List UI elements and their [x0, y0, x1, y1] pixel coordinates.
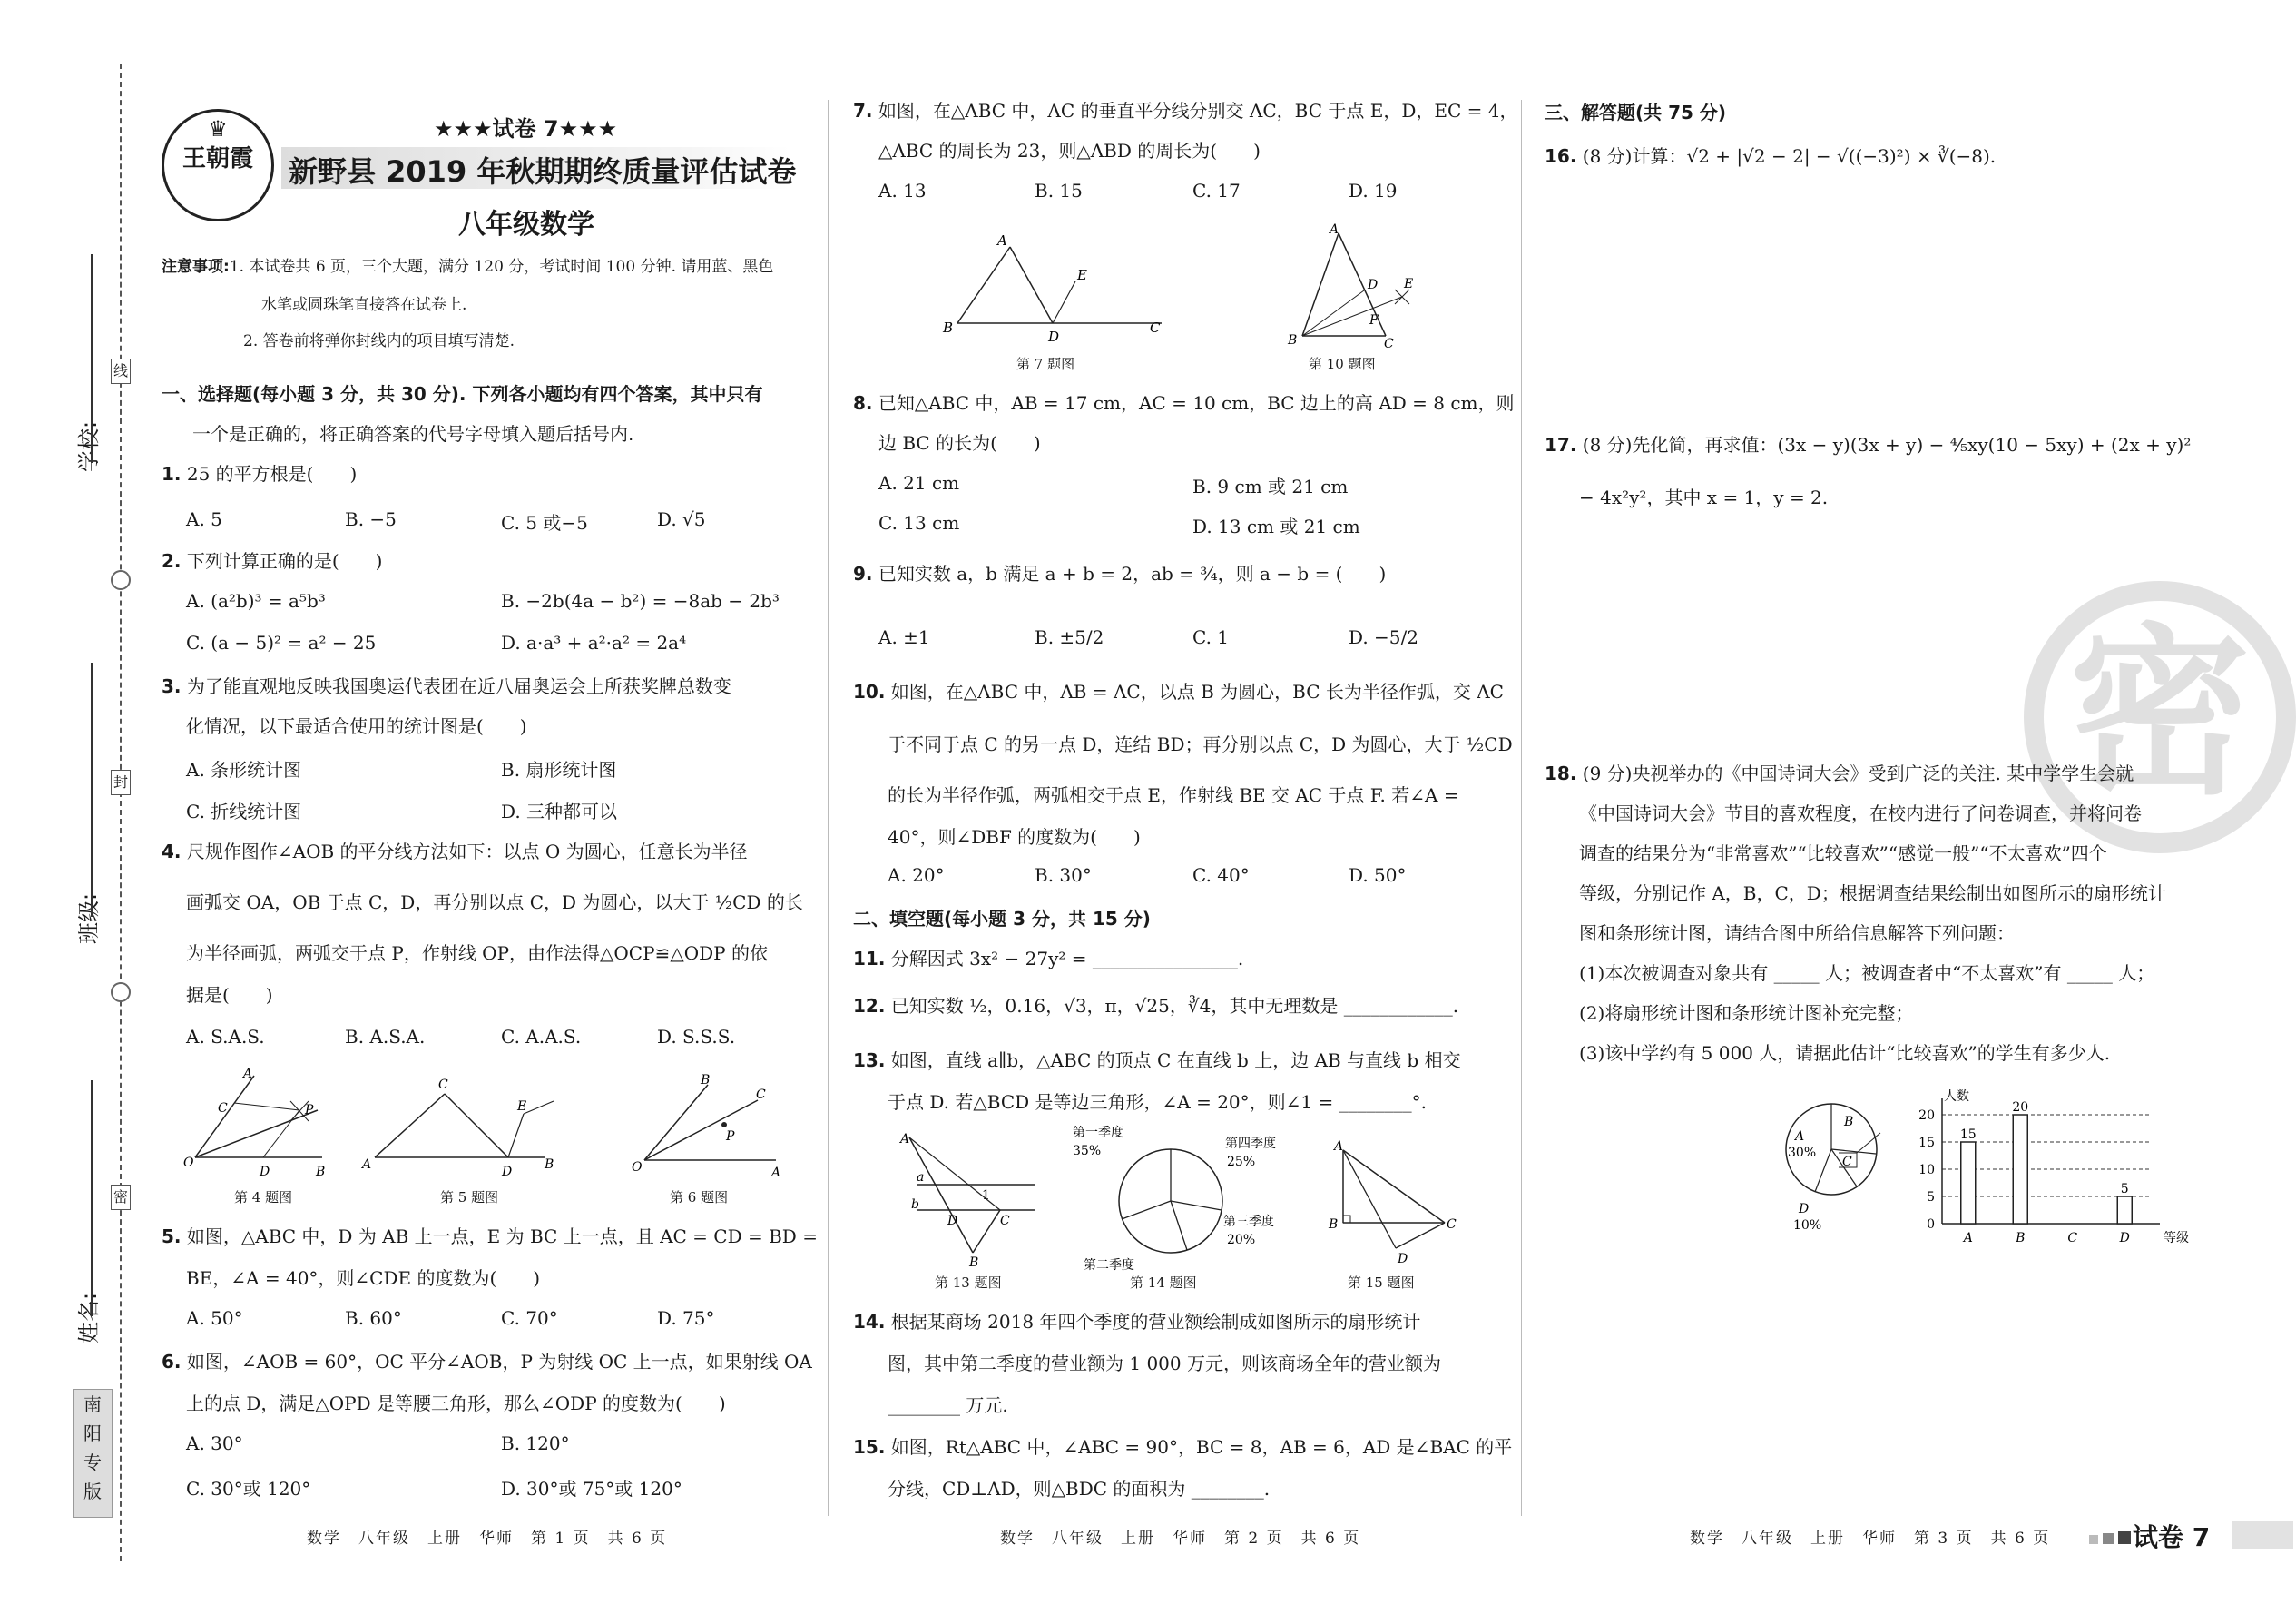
figure-14-pie: [1071, 1124, 1307, 1274]
question-text: 如图，△ABC 中，D 为 AB 上一点，E 为 BC 上一点，且 AC = CD = BD =: [186, 1225, 818, 1247]
question-number: 9.: [853, 563, 873, 585]
svg-text:P: P: [305, 1103, 314, 1117]
watermark-char: 密: [2068, 608, 2251, 820]
figure-15: [1325, 1139, 1461, 1266]
svg-text:D: D: [1368, 278, 1379, 292]
figure-13: [898, 1130, 1044, 1270]
question-number: 16.: [1545, 145, 1577, 167]
subject-title: 八年级数学: [458, 209, 594, 241]
question-9: [853, 561, 1386, 586]
q9-option-b[interactable]: B. ±5/2: [1035, 626, 1104, 648]
question-6: [162, 1349, 812, 1374]
svg-text:A: A: [1330, 222, 1339, 237]
svg-text:A: A: [771, 1166, 781, 1180]
pie18-pct-a: 30%: [1788, 1146, 1817, 1160]
y-tick-label: 0: [1927, 1217, 1935, 1232]
question-number: 8.: [853, 392, 873, 414]
binding-hole-icon: [111, 982, 131, 1002]
figure-7: [939, 229, 1175, 345]
question-10-line4: 40°，则∠DBF 的度数为( ): [888, 826, 1141, 848]
question-text: 如图，∠AOB = 60°，OC 平分∠AOB，P 为射线 OC 上一点，如果射线 OA: [186, 1351, 812, 1373]
svg-text:P: P: [726, 1129, 735, 1144]
bar-value-label: 5: [2120, 1182, 2129, 1196]
question-8-line2: 边 BC 的长为( ): [878, 432, 1041, 454]
question-4-line4: 据是( ): [186, 984, 273, 1006]
school-label: 学校:: [76, 420, 102, 472]
svg-text:A: A: [362, 1157, 372, 1172]
svg-text:B: B: [1329, 1217, 1339, 1232]
svg-text:B: B: [701, 1073, 711, 1088]
question-18-line4: 等级，分别记作 A，B，C，D；根据调查结果绘制出如图所示的扇形统计: [1579, 882, 2166, 904]
question-11: [853, 946, 1243, 971]
pie-pct-q1: 35%: [1073, 1144, 1102, 1158]
question-number: 7.: [853, 100, 873, 122]
q7-option-c[interactable]: C. 17: [1192, 180, 1241, 202]
question-6-line2: 上的点 D，满足△OPD 是等腰三角形，那么∠ODP 的度数为( ): [186, 1393, 726, 1414]
pie18-pct-d: 10%: [1793, 1218, 1822, 1233]
q7-option-b[interactable]: B. 15: [1035, 180, 1083, 202]
svg-text:A: A: [900, 1132, 910, 1147]
question-text: 如图，在△ABC 中，AB = AC，以点 B 为圆心，BC 长为半径作弧，交 AC: [890, 681, 1504, 703]
x-tick-label: A: [1963, 1231, 1973, 1245]
section1-title-b: 一个是正确的，将正确答案的代号字母填入题后括号内.: [192, 423, 634, 445]
question-10-line2: 于不同于点 C 的另一点 D，连结 BD；再分别以点 C，D 为圆心，大于 ½CD: [888, 733, 1513, 755]
svg-text:C: C: [1447, 1217, 1457, 1232]
exam-title: 新野县 2019 年秋期期终质量评估试卷: [289, 154, 797, 189]
question-15-line2: 分线，CD⊥AD，则△BDC 的面积为 ________.: [888, 1478, 1271, 1500]
q2-option-c[interactable]: C. (a − 5)² = a² − 25: [186, 632, 377, 654]
q18-bar-chart: [1906, 1088, 2189, 1246]
footer-page-3: 数学 八年级 上册 华师 第 3 页 共 6 页: [1690, 1530, 2051, 1548]
question-text: 已知△ABC 中，AB = 17 cm，AC = 10 cm，BC 边上的高 AD = 8 cm，则: [878, 392, 1515, 414]
q3-option-b[interactable]: B. 扇形统计图: [501, 759, 617, 781]
question-10-line3: 的长为半径作弧，两弧相交于点 E，作射线 BE 交 AC 于点 F. 若∠A =: [888, 784, 1459, 806]
svg-text:E: E: [517, 1099, 527, 1114]
question-18-sub3: (3)该中学约有 5 000 人，请据此估计“比较喜欢”的学生有多少人.: [1579, 1042, 2111, 1064]
footer-tag: 试卷 7: [2133, 1522, 2211, 1552]
footer-page-1: 数学 八年级 上册 华师 第 1 页 共 6 页: [307, 1530, 668, 1548]
question-13: [853, 1048, 1461, 1073]
question-18: [1545, 761, 2134, 786]
question-4-line2: 画弧交 OA，OB 于点 C，D，再分别以点 C，D 为圆心，以大于 ½CD 的长: [186, 891, 803, 913]
question-text: (9 分)央视举办的《中国诗词大会》受到广泛的关注. 某中学学生会就: [1582, 763, 2134, 784]
section1-title-a: 一、选择题(每小题 3 分，共 30 分). 下列各小题均有四个答案，其中只有: [162, 383, 763, 405]
question-18-line3: 调查的结果分为“非常喜欢”“比较喜欢”“感觉一般”“不太喜欢”四个: [1579, 842, 2107, 864]
question-number: 1.: [162, 463, 182, 485]
column-divider: [1521, 100, 1522, 1516]
x-tick-label: D: [2119, 1231, 2130, 1245]
q5-option-d[interactable]: D. 75°: [657, 1307, 715, 1329]
question-number: 14.: [853, 1311, 886, 1333]
question-4-line3: 为半径画弧，两弧交于点 P，作射线 OP，由作法得△OCP≌△ODP 的依: [186, 942, 768, 964]
svg-text:C: C: [1384, 337, 1394, 351]
figure-14-caption: 第 14 题图: [1130, 1275, 1197, 1291]
q3-option-d[interactable]: D. 三种都可以: [501, 801, 618, 822]
figure-4-caption: 第 4 题图: [234, 1189, 293, 1206]
q9-option-c[interactable]: C. 1: [1192, 626, 1230, 648]
edition-char: 专: [83, 1452, 102, 1473]
edition-char: 阳: [83, 1422, 102, 1444]
question-text: 如图，在△ABC 中，AC 的垂直平分线分别交 AC，BC 于点 E，D，EC = 4，: [878, 100, 1518, 122]
footer-deco-squares: [2089, 1530, 2131, 1548]
q2-option-a[interactable]: A. (a²b)³ = a⁵b³: [186, 590, 326, 612]
question-3: [162, 674, 731, 699]
question-8: [853, 390, 1515, 416]
footer-tag-bar: [2232, 1521, 2293, 1549]
q4-option-b[interactable]: B. A.S.A.: [345, 1026, 426, 1048]
svg-text:A: A: [1334, 1139, 1344, 1154]
q1-option-b[interactable]: B. −5: [345, 508, 397, 530]
svg-text:B: B: [1288, 333, 1298, 348]
q5-option-b[interactable]: B. 60°: [345, 1307, 402, 1329]
svg-text:1: 1: [982, 1188, 990, 1203]
notes-label: 注意事项:: [162, 258, 230, 276]
y-tick-label: 10: [1918, 1163, 1935, 1177]
svg-text:B: B: [316, 1165, 326, 1179]
margin-dashed-line: [120, 64, 122, 1561]
notes-line1: [162, 254, 773, 280]
notes-item1a: 1. 本试卷共 6 页，三个大题，满分 120 分，考试时间 100 分钟. 请用蓝、黑色: [229, 258, 774, 276]
question-number: 3.: [162, 675, 182, 697]
q10-option-d[interactable]: D. 50°: [1349, 864, 1407, 886]
svg-text:C: C: [756, 1088, 766, 1102]
svg-text:F: F: [1369, 313, 1379, 328]
svg-text:E: E: [1404, 277, 1414, 291]
question-text: 如图，Rt△ABC 中，∠ABC = 90°，BC = 8，AB = 6，AD 是∠BAC 的平: [890, 1436, 1513, 1458]
question-17: [1545, 432, 2191, 458]
question-12: [853, 993, 1458, 1019]
question-14: [853, 1309, 1420, 1334]
edition-char: 南: [83, 1393, 102, 1415]
question-number: 12.: [853, 995, 886, 1017]
question-18-line2: 《中国诗词大会》节目的喜欢程度，在校内进行了问卷调查，并将问卷: [1579, 802, 2142, 824]
mark-xian: 线: [111, 359, 131, 384]
q1-option-d[interactable]: D. √5: [657, 508, 706, 530]
question-number: 2.: [162, 550, 182, 572]
section3-title: 三、解答题(共 75 分): [1545, 102, 1727, 123]
edition-tag: [73, 1389, 113, 1518]
question-18-sub2: (2)将扇形统计图和条形统计图补充完整；: [1579, 1002, 1914, 1024]
answer-space-16[interactable]: [1545, 182, 2198, 418]
q10-option-c[interactable]: C. 40°: [1192, 864, 1250, 886]
bar-A: [1961, 1142, 1976, 1224]
q9-option-a[interactable]: A. ±1: [878, 626, 930, 648]
q7-option-d[interactable]: D. 19: [1349, 180, 1398, 202]
pie-label-q1: 第一季度: [1073, 1126, 1123, 1140]
crown-icon: ♛: [208, 116, 228, 142]
q2-option-d[interactable]: D. a·a³ + a²·a² = 2a⁴: [501, 632, 687, 654]
pie18-label-d: D: [1799, 1202, 1810, 1216]
question-14-line2: 图，其中第二季度的营业额为 1 000 万元，则该商场全年的营业额为: [888, 1353, 1441, 1374]
svg-text:O: O: [632, 1160, 643, 1175]
question-number: 6.: [162, 1351, 182, 1373]
q4-option-c[interactable]: C. A.A.S.: [501, 1026, 582, 1048]
column-divider: [828, 100, 829, 1516]
question-text: 25 的平方根是( ): [186, 463, 358, 485]
question-4: [162, 839, 748, 864]
question-16: [1545, 143, 1996, 169]
question-text: (8 分)计算：√2 + |√2 − 2| − √((−3)²) × ∛(−8).: [1582, 145, 1997, 167]
q6-option-a[interactable]: A. 30°: [186, 1432, 243, 1454]
figure-4: [182, 1067, 336, 1185]
svg-text:C: C: [1000, 1214, 1010, 1228]
question-17-line2: − 4x²y²，其中 x = 1，y = 2.: [1579, 487, 1829, 508]
svg-text:E: E: [1077, 267, 1087, 283]
bar-D: [2117, 1196, 2132, 1224]
question-text: 下列计算正确的是( ): [186, 550, 383, 572]
q8-option-d[interactable]: D. 13 cm 或 21 cm: [1192, 516, 1360, 537]
y-tick-label: 5: [1927, 1190, 1935, 1205]
svg-text:a: a: [917, 1170, 925, 1185]
figure-5-caption: 第 5 题图: [440, 1189, 499, 1206]
pie-label-q2: 第二季度: [1084, 1258, 1134, 1273]
q1-option-c[interactable]: C. 5 或−5: [501, 512, 588, 534]
section2-title: 二、填空题(每小题 3 分，共 15 分): [853, 908, 1151, 930]
figure-10: [1284, 222, 1420, 349]
svg-text:b: b: [911, 1197, 919, 1212]
question-text: 已知实数 ½，0.16，√3，π，√25，∛4，其中无理数是 ____________.: [890, 995, 1459, 1017]
q7-option-a[interactable]: A. 13: [878, 180, 927, 202]
binding-margin: [0, 0, 159, 1624]
pie18-label-c: C: [1842, 1155, 1852, 1169]
bar-value-label: 15: [1959, 1127, 1977, 1142]
y-axis-label: 人数: [1944, 1089, 1969, 1104]
pie-pct-q4: 25%: [1227, 1155, 1256, 1169]
question-5-line2: BE，∠A = 40°，则∠CDE 的度数为( ): [186, 1267, 541, 1289]
x-tick-label: C: [2067, 1231, 2078, 1245]
y-tick-label: 20: [1918, 1108, 1935, 1123]
q8-option-b[interactable]: B. 9 cm 或 21 cm: [1192, 476, 1349, 497]
question-3-line2: 化情况，以下最适合使用的统计图是( ): [186, 715, 527, 737]
svg-text:C: C: [1150, 320, 1161, 336]
class-field[interactable]: [91, 663, 93, 917]
svg-text:B: B: [943, 320, 954, 336]
label-A: A: [243, 1067, 253, 1081]
name-label: 姓名:: [76, 1292, 102, 1343]
figure-5: [358, 1076, 558, 1185]
q8-option-c[interactable]: C. 13 cm: [878, 512, 960, 534]
question-10: [853, 679, 1504, 704]
school-field[interactable]: [91, 254, 93, 463]
figure-7-caption: 第 7 题图: [1016, 356, 1075, 372]
figure-15-caption: 第 15 题图: [1348, 1275, 1415, 1291]
x-tick-label: B: [2016, 1231, 2026, 1245]
bar-value-label: 20: [2012, 1100, 2029, 1115]
q9-option-d[interactable]: D. −5/2: [1349, 626, 1418, 648]
svg-text:D: D: [947, 1214, 958, 1228]
q5-option-c[interactable]: C. 70°: [501, 1307, 558, 1329]
q6-option-c[interactable]: C. 30°或 120°: [186, 1478, 311, 1500]
question-number: 4.: [162, 841, 182, 862]
q6-option-d[interactable]: D. 30°或 75°或 120°: [501, 1478, 682, 1500]
q1-option-a[interactable]: A. 5: [186, 508, 222, 530]
y-tick-label: 15: [1918, 1136, 1935, 1150]
question-number: 15.: [853, 1436, 886, 1458]
question-13-line2: 于点 D. 若△BCD 是等边三角形，∠A = 20°，则∠1 = ________°.: [888, 1091, 1427, 1113]
mark-feng: 封: [111, 770, 131, 795]
question-14-line3: ________ 万元.: [888, 1394, 1008, 1416]
pie18-label-a: A: [1795, 1129, 1805, 1144]
q3-option-c[interactable]: C. 折线统计图: [186, 801, 302, 822]
pie-pct-q3: 20%: [1227, 1233, 1256, 1247]
name-field[interactable]: [91, 1080, 93, 1316]
bar-B: [2013, 1115, 2027, 1224]
x-axis-label: 等级: [2164, 1231, 2189, 1245]
notes-item2: 2. 答卷前将弹你封线内的项目填写清楚.: [243, 332, 515, 350]
question-15: [853, 1434, 1512, 1460]
svg-text:D: D: [260, 1165, 270, 1179]
question-1: [162, 461, 357, 487]
q6-option-b[interactable]: B. 120°: [501, 1432, 570, 1454]
figure-6-caption: 第 6 题图: [670, 1189, 729, 1206]
svg-text:D: D: [502, 1165, 513, 1179]
question-number: 10.: [853, 681, 886, 703]
question-7-line2: △ABC 的周长为 23，则△ABD 的周长为( ): [878, 140, 1261, 162]
question-text: 为了能直观地反映我国奥运代表团在近八届奥运会上所获奖牌总数变: [186, 675, 731, 697]
question-18-sub1: (1)本次被调查对象共有 _____ 人；被调查者中“不太喜欢”有 _____ 人；: [1579, 962, 2155, 984]
mark-mi: 密: [111, 1185, 131, 1210]
figure-10-caption: 第 10 题图: [1309, 356, 1376, 372]
q4-option-d[interactable]: D. S.S.S.: [657, 1026, 736, 1048]
question-text: 根据某商场 2018 年四个季度的营业额绘制成如图所示的扇形统计: [890, 1311, 1421, 1333]
svg-text:C: C: [218, 1101, 228, 1116]
svg-text:O: O: [183, 1156, 194, 1170]
q4-option-a[interactable]: A. S.A.S.: [186, 1026, 265, 1048]
q18-pie-chart: [1779, 1088, 1888, 1233]
svg-text:D: D: [1048, 329, 1060, 345]
q5-option-a[interactable]: A. 50°: [186, 1307, 243, 1329]
question-number: 11.: [853, 948, 886, 969]
svg-text:B: B: [545, 1157, 554, 1172]
paper-badge: ★★★试卷 7★★★: [434, 116, 618, 142]
question-number: 18.: [1545, 763, 1577, 784]
class-label: 班级:: [76, 892, 102, 944]
logo-text: 王朝霞: [182, 145, 253, 172]
svg-text:C: C: [438, 1078, 448, 1092]
q8-option-a[interactable]: A. 21 cm: [878, 472, 960, 494]
pie-label-q4: 第四季度: [1225, 1137, 1276, 1151]
svg-text:A: A: [997, 232, 1007, 249]
binding-hole-icon: [111, 570, 131, 590]
q3-option-a[interactable]: A. 条形统计图: [186, 759, 302, 781]
svg-text:D: D: [1398, 1252, 1408, 1266]
q2-option-b[interactable]: B. −2b(4a − b²) = −8ab − 2b³: [501, 590, 780, 612]
question-text: 如图，直线 a∥b，△ABC 的顶点 C 在直线 b 上，边 AB 与直线 b 相交: [890, 1049, 1461, 1071]
q10-option-b[interactable]: B. 30°: [1035, 864, 1092, 886]
question-7: [853, 98, 1517, 123]
notes-item1b: 水笔或圆珠笔直接答在试卷上.: [261, 296, 467, 314]
figure-13-caption: 第 13 题图: [935, 1275, 1002, 1291]
edition-char: 版: [83, 1481, 102, 1502]
question-text: 已知实数 a，b 满足 a + b = 2，ab = ¾，则 a − b = ( ): [878, 563, 1387, 585]
question-text: 尺规作图作∠AOB 的平分线方法如下：以点 O 为圆心，任意长为半径: [186, 841, 748, 862]
pie-label-q3: 第三季度: [1223, 1215, 1274, 1229]
question-5: [162, 1224, 818, 1249]
svg-text:B: B: [969, 1255, 979, 1270]
question-number: 5.: [162, 1225, 182, 1247]
pie18-label-b: B: [1844, 1115, 1854, 1129]
pie-chart: [1119, 1149, 1222, 1253]
question-text: 分解因式 3x² − 27y² = ________________.: [890, 948, 1244, 969]
question-18-line5: 图和条形统计图，请结合图中所给信息解答下列问题：: [1579, 922, 2015, 944]
logo-badge: [162, 109, 274, 221]
figure-6: [626, 1071, 790, 1185]
question-number: 13.: [853, 1049, 886, 1071]
q10-option-a[interactable]: A. 20°: [888, 864, 945, 886]
question-2: [162, 548, 382, 574]
question-number: 17.: [1545, 434, 1577, 456]
question-text: (8 分)先化简，再求值：(3x − y)(3x + y) − ⁴⁄₅xy(10 − 5xy) + (2x + y)²: [1582, 434, 2192, 456]
footer-page-2: 数学 八年级 上册 华师 第 2 页 共 6 页: [1000, 1530, 1361, 1548]
